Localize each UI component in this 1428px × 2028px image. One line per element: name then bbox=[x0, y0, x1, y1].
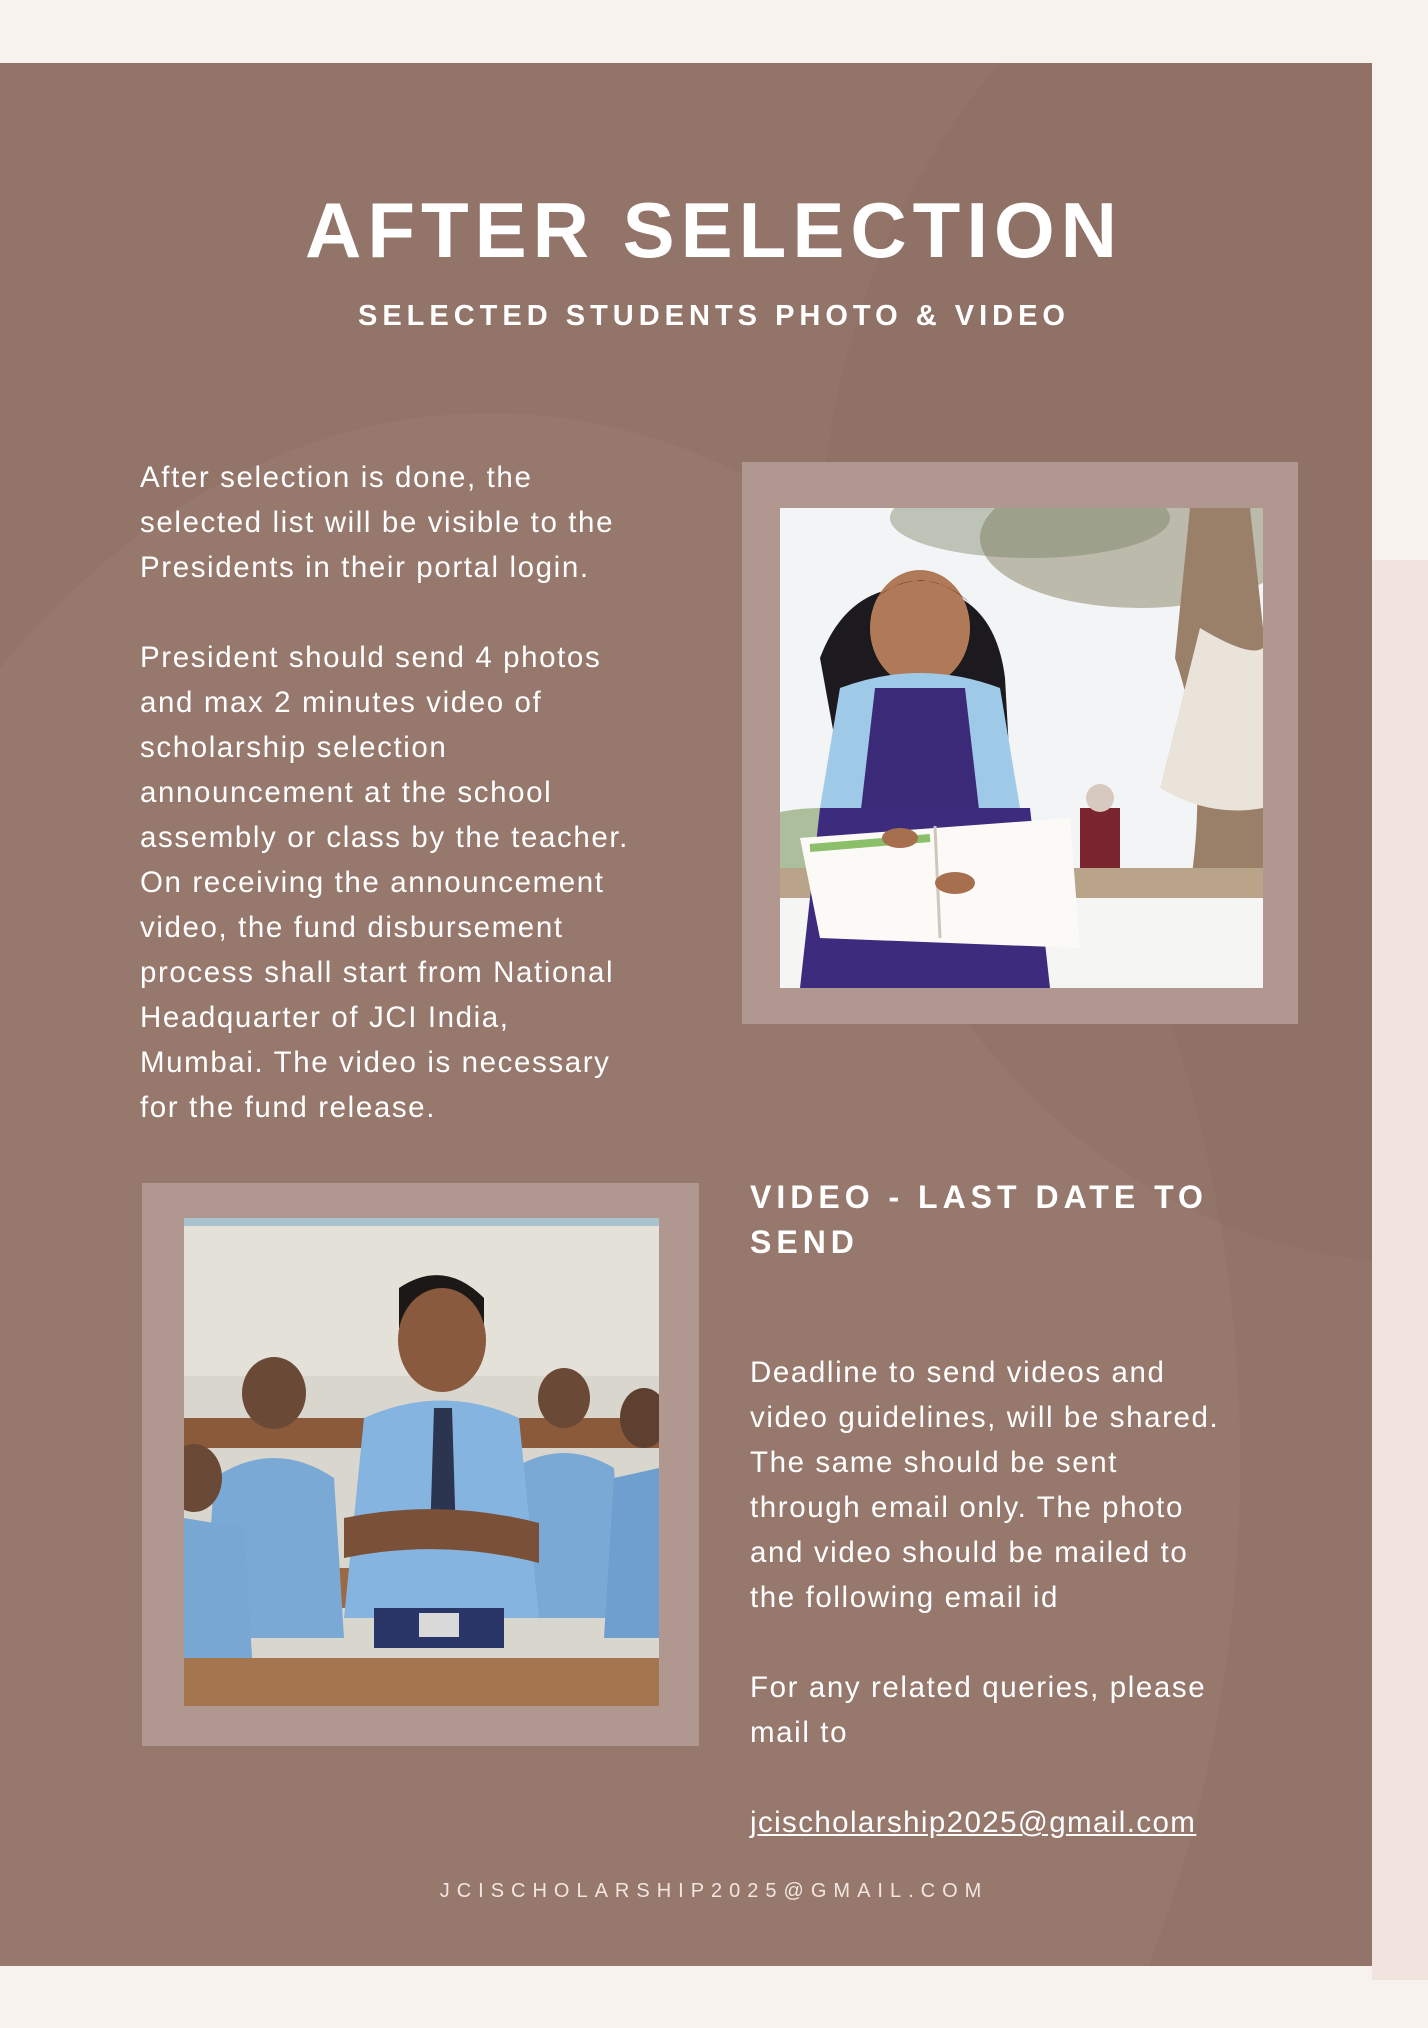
boys-classroom-photo bbox=[184, 1218, 659, 1706]
intro-paragraph: After selection is done, the selected list will be visible to the Presidents in their portal login. President should send 4 photos and max 2 minutes video of scholarship selection announcement at the school assembly or class by the teacher. On receiving the announcement video, the fund disbursement process shall start from National Headquarter of JCI India, Mumbai. The video is necessary for the fund release. bbox=[140, 461, 629, 1124]
email-link[interactable]: jcischolarship2025@gmail.com bbox=[750, 1806, 1197, 1839]
page-subtitle: SELECTED STUDENTS PHOTO & VIDEO bbox=[358, 300, 1070, 332]
page-title: AFTER SELECTION bbox=[304, 186, 1123, 274]
video-section-heading: VIDEO - LAST DATE TO SEND bbox=[750, 1179, 1208, 1260]
video-section-text: Deadline to send videos and video guidelines, will be shared. The same should be sent through email only. The photo and video should be mailed to the following email id For any related queries, please mail to bbox=[750, 1356, 1220, 1749]
girl-reading-photo bbox=[780, 508, 1263, 988]
right-edge-strip bbox=[1372, 560, 1428, 1980]
footer-email[interactable]: JCISCHOLARSHIP2025@GMAIL.COM bbox=[439, 1880, 989, 1902]
video-section-body bbox=[750, 1305, 1310, 1845]
